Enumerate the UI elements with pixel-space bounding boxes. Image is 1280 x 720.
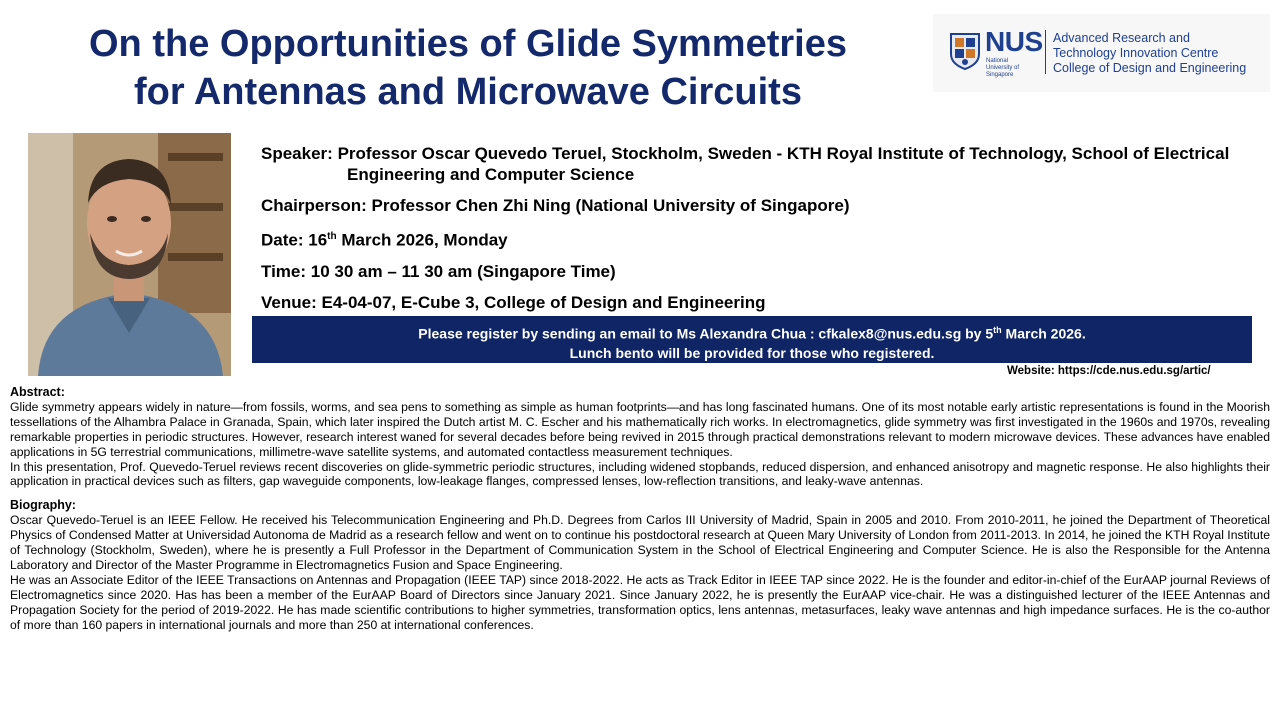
title-line-2: for Antennas and Microwave Circuits: [134, 71, 802, 113]
registration-banner: [252, 316, 1252, 363]
venue-row: [261, 292, 1261, 313]
abstract-paragraph-1: Glide symmetry appears widely in nature—from fossils, worms, and sea pens to something as simple as human footprints—and has long fascinated humans. One of its most notable early artistic representations is found in the Moorish tessellations of the Alhambra Palace in Granada, Spain, which later inspired the Dutch artist M. C. Escher and his mathematically rich works. In electromagnetics, glide symmetry was first investigated in the 1960s and 1970s, revealing remarkable properties in periodic structures. However, research interest waned for several decades before being revived in 2015 through practical demonstrations relevant to modern microwave devices. These advances have enabled applications in 5G terrestrial communications, millimetre-wave satellite systems, and automated contactless measurement techniques.: [10, 399, 1270, 459]
speaker-photo: [28, 133, 231, 376]
speaker-label: Speaker:: [261, 144, 333, 163]
registration-date-rest: March 2026.: [1005, 325, 1086, 342]
registration-line-2: Lunch bento will be provided for those who registered.: [569, 344, 935, 361]
speaker-portrait-image: [28, 133, 231, 376]
time-value: 10 30 am – 11 30 am (Singapore Time): [310, 261, 616, 281]
time-row: [261, 261, 1261, 282]
title-line-1: On the Opportunities of Glide Symmetries: [89, 23, 847, 65]
registration-line-1: [252, 321, 1252, 344]
abstract-heading: Abstract:: [10, 385, 65, 399]
nus-wordmark-subtitle: National University of Singapore: [986, 58, 1020, 78]
logo-centre-name: [1053, 31, 1246, 76]
registration-date-suffix: th: [993, 325, 1002, 335]
abstract-paragraph-2: In this presentation, Prof. Quevedo-Teruel reviews recent discoveries on glide-symmetric periodic structures, including widened stopbands, reduced dispersion, and enhanced anisotropy and magnetic response. He also highlights their application in practical devices such as filters, gap waveguide components, low-leakage flanges, compressed lenses, low-reflection transitions, and leaky-wave antennas.: [10, 459, 1270, 489]
page-title: [18, 20, 918, 116]
venue-value: E4-04-07, E-Cube 3, College of Design and Engineering: [321, 292, 766, 312]
logo-line-3: College of Design and Engineering: [1053, 61, 1247, 75]
venue-label: Venue:: [261, 292, 317, 312]
nus-logo: [933, 14, 1270, 92]
chairperson-value: Professor Chen Zhi Ning (National University of Singapore): [371, 196, 850, 215]
event-details: [261, 143, 1261, 323]
time-label: Time:: [261, 261, 307, 281]
biography-heading: Biography:: [10, 498, 76, 513]
website-link[interactable]: Website: https://cde.nus.edu.sg/artic/: [1007, 365, 1211, 377]
date-suffix: th: [327, 231, 337, 242]
speaker-row: [261, 143, 1261, 185]
chairperson-label: Chairperson:: [261, 196, 367, 215]
date-row: [261, 226, 1261, 251]
nus-crest-icon: [949, 32, 981, 70]
logo-line-1: Advanced Research and: [1053, 31, 1190, 45]
chairperson-row: [261, 195, 1261, 216]
speaker-value: Professor Oscar Quevedo Teruel, Stockholm, Sweden - KTH Royal Institute of Technology, School of Electrical Engineering and Computer Science: [337, 144, 1230, 184]
biography-paragraph-2: He was an Associate Editor of the IEEE Transactions on Antennas and Propagation (IEEE TAP) since 2018-2022. He acts as Track Editor in IEEE TAP since 2022. He is the founder and editor-in-chief of the EurAAP journal Reviews of Electromagnetics since 2020. Has has been a member of the EurAAP Board of Directors since January 2021. Since January 2022, he is presently the EurAAP vice-chair. He was a distinguished lecturer of the IEEE Antennas and Propagation Society for the period of 2019-2022. He has made scientific contributions to higher symmetries, transformation optics, lens antennas, metasurfaces, leaky wave antennas and high impedance surfaces. He is the co-author of more than 160 papers in international journals and more than 250 at international conferences.: [10, 572, 1270, 632]
registration-text: Please register by sending an email to Ms Alexandra Chua : cfkalex8@nus.edu.sg by 5: [418, 325, 994, 342]
logo-line-2: Technology Innovation Centre: [1053, 46, 1219, 60]
date-label: Date:: [261, 230, 304, 250]
body-content: [10, 385, 1270, 633]
date-day: 16: [308, 230, 328, 250]
logo-divider: [1045, 30, 1046, 74]
date-rest: March 2026, Monday: [341, 230, 508, 250]
biography-paragraph-1: Oscar Quevedo-Teruel is an IEEE Fellow. He received his Telecommunication Engineering and Ph.D. Degrees from Carlos III University of Madrid, Spain in 2005 and 2010. From 2010-2011, he joined the Department of Theoretical Physics of Condensed Matter at Universidad Autonoma de Madrid as a research fellow and went on to continue his postdoctoral research at Queen Mary University of London from 2011-2013. In 2014, he joined the KTH Royal Institute of Technology (Stockholm, Sweden), where he is presently a Full Professor in the Department of Communication System in the School of Electrical Engineering and Computer Science. He is also the Responsible for the Antenna Laboratory and Director of the Master Programme in Electromagnetics Fusion and Space Engineering.: [10, 513, 1270, 572]
nus-wordmark: NUS: [985, 26, 1043, 57]
